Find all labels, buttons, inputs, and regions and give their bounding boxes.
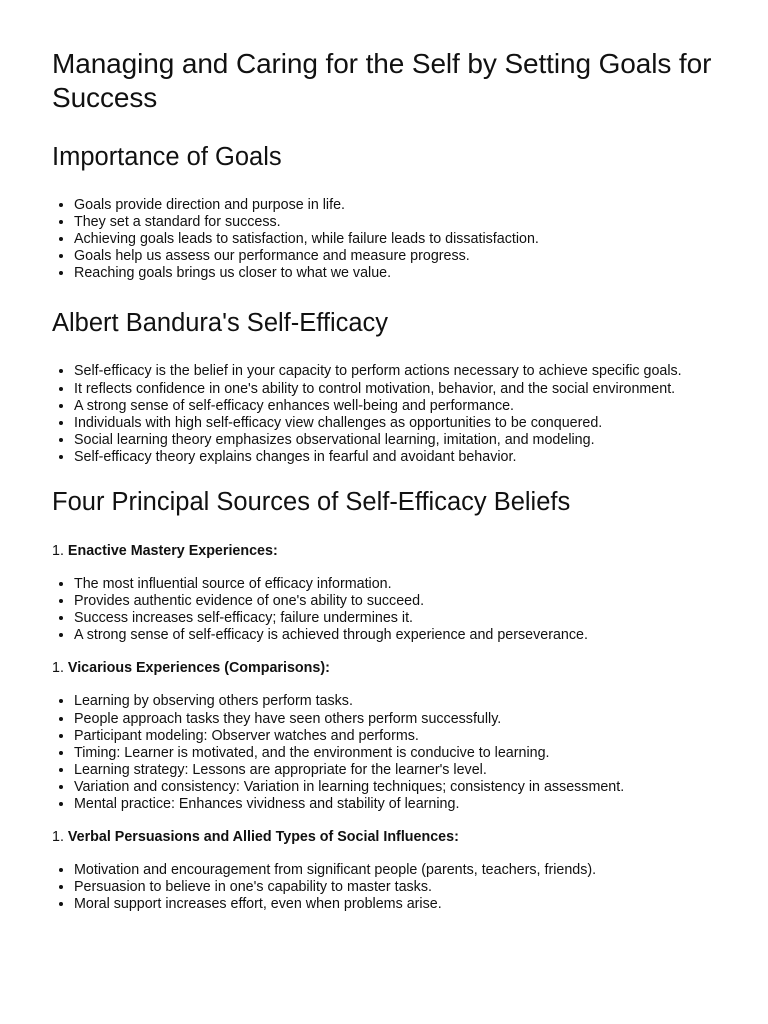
bandura-list (52, 363, 716, 466)
enactive-list (52, 576, 716, 644)
list-item: • Individuals with high self-efficacy view challenges as opportunities to be conquered. (74, 415, 716, 432)
list-item: • A strong sense of self-efficacy enhances well-being and performance. (74, 398, 716, 415)
importance-list (52, 197, 716, 282)
list-item: • Moral support increases effort, even when problems arise. (74, 896, 716, 913)
list-item: • They set a standard for success. (74, 214, 716, 231)
list-item: • Motivation and encouragement from significant people (parents, teachers, friends). (74, 862, 716, 879)
list-item: • A strong sense of self-efficacy is achieved through experience and perseverance. (74, 627, 716, 644)
page-title: Managing and Caring for the Self by Setting Goals for Success (52, 48, 712, 113)
list-item: • Success increases self-efficacy; failure undermines it. (74, 610, 716, 627)
list-item: • Reaching goals brings us closer to what we value. (74, 265, 716, 282)
source-heading-vicarious (52, 659, 716, 677)
list-item: • Timing: Learner is motivated, and the environment is conducive to learning. (74, 745, 716, 762)
list-item: • Provides authentic evidence of one's ability to succeed. (74, 593, 716, 610)
source-number: 1. (52, 829, 64, 846)
list-item: • The most influential source of efficacy information. (74, 576, 716, 593)
source-heading-verbal (52, 828, 716, 846)
list-item: • Self-efficacy is the belief in your capacity to perform actions necessary to achieve specific goals. (74, 363, 716, 380)
vicarious-list (52, 693, 716, 813)
source-number: 1. (52, 660, 64, 677)
list-item: • Goals provide direction and purpose in life. (74, 197, 716, 214)
source-title: Vicarious Experiences (Comparisons): (67, 660, 330, 677)
section-heading-sources: Four Principal Sources of Self-Efficacy Beliefs (52, 488, 571, 517)
verbal-list (52, 862, 716, 913)
list-item: • Participant modeling: Observer watches and performs. (74, 728, 716, 745)
source-number: 1. (52, 543, 64, 560)
section-heading-bandura: Albert Bandura's Self-Efficacy (52, 309, 389, 338)
list-item: • Persuasion to believe in one's capability to master tasks. (74, 879, 716, 896)
source-title: Enactive Mastery Experiences: (67, 543, 278, 560)
section-heading-importance: Importance of Goals (52, 143, 282, 171)
list-item: • Self-efficacy theory explains changes in fearful and avoidant behavior. (74, 449, 716, 466)
list-item: • Mental practice: Enhances vividness and stability of learning. (74, 796, 716, 813)
source-title: Verbal Persuasions and Allied Types of Social Influences: (67, 829, 459, 846)
list-item: • Learning by observing others perform tasks. (74, 693, 716, 710)
list-item: • Goals help us assess our performance and measure progress. (74, 248, 716, 265)
list-item: • Achieving goals leads to satisfaction, while failure leads to dissatisfaction. (74, 231, 716, 248)
source-heading-enactive (52, 542, 716, 560)
list-item: • Variation and consistency: Variation in learning techniques; consistency in assessment. (74, 779, 716, 796)
list-item: • Learning strategy: Lessons are appropriate for the learner's level. (74, 762, 716, 779)
list-item: • It reflects confidence in one's ability to control motivation, behavior, and the social environment. (74, 381, 716, 398)
list-item: • People approach tasks they have seen others perform successfully. (74, 711, 716, 728)
list-item: • Social learning theory emphasizes observational learning, imitation, and modeling. (74, 432, 716, 449)
